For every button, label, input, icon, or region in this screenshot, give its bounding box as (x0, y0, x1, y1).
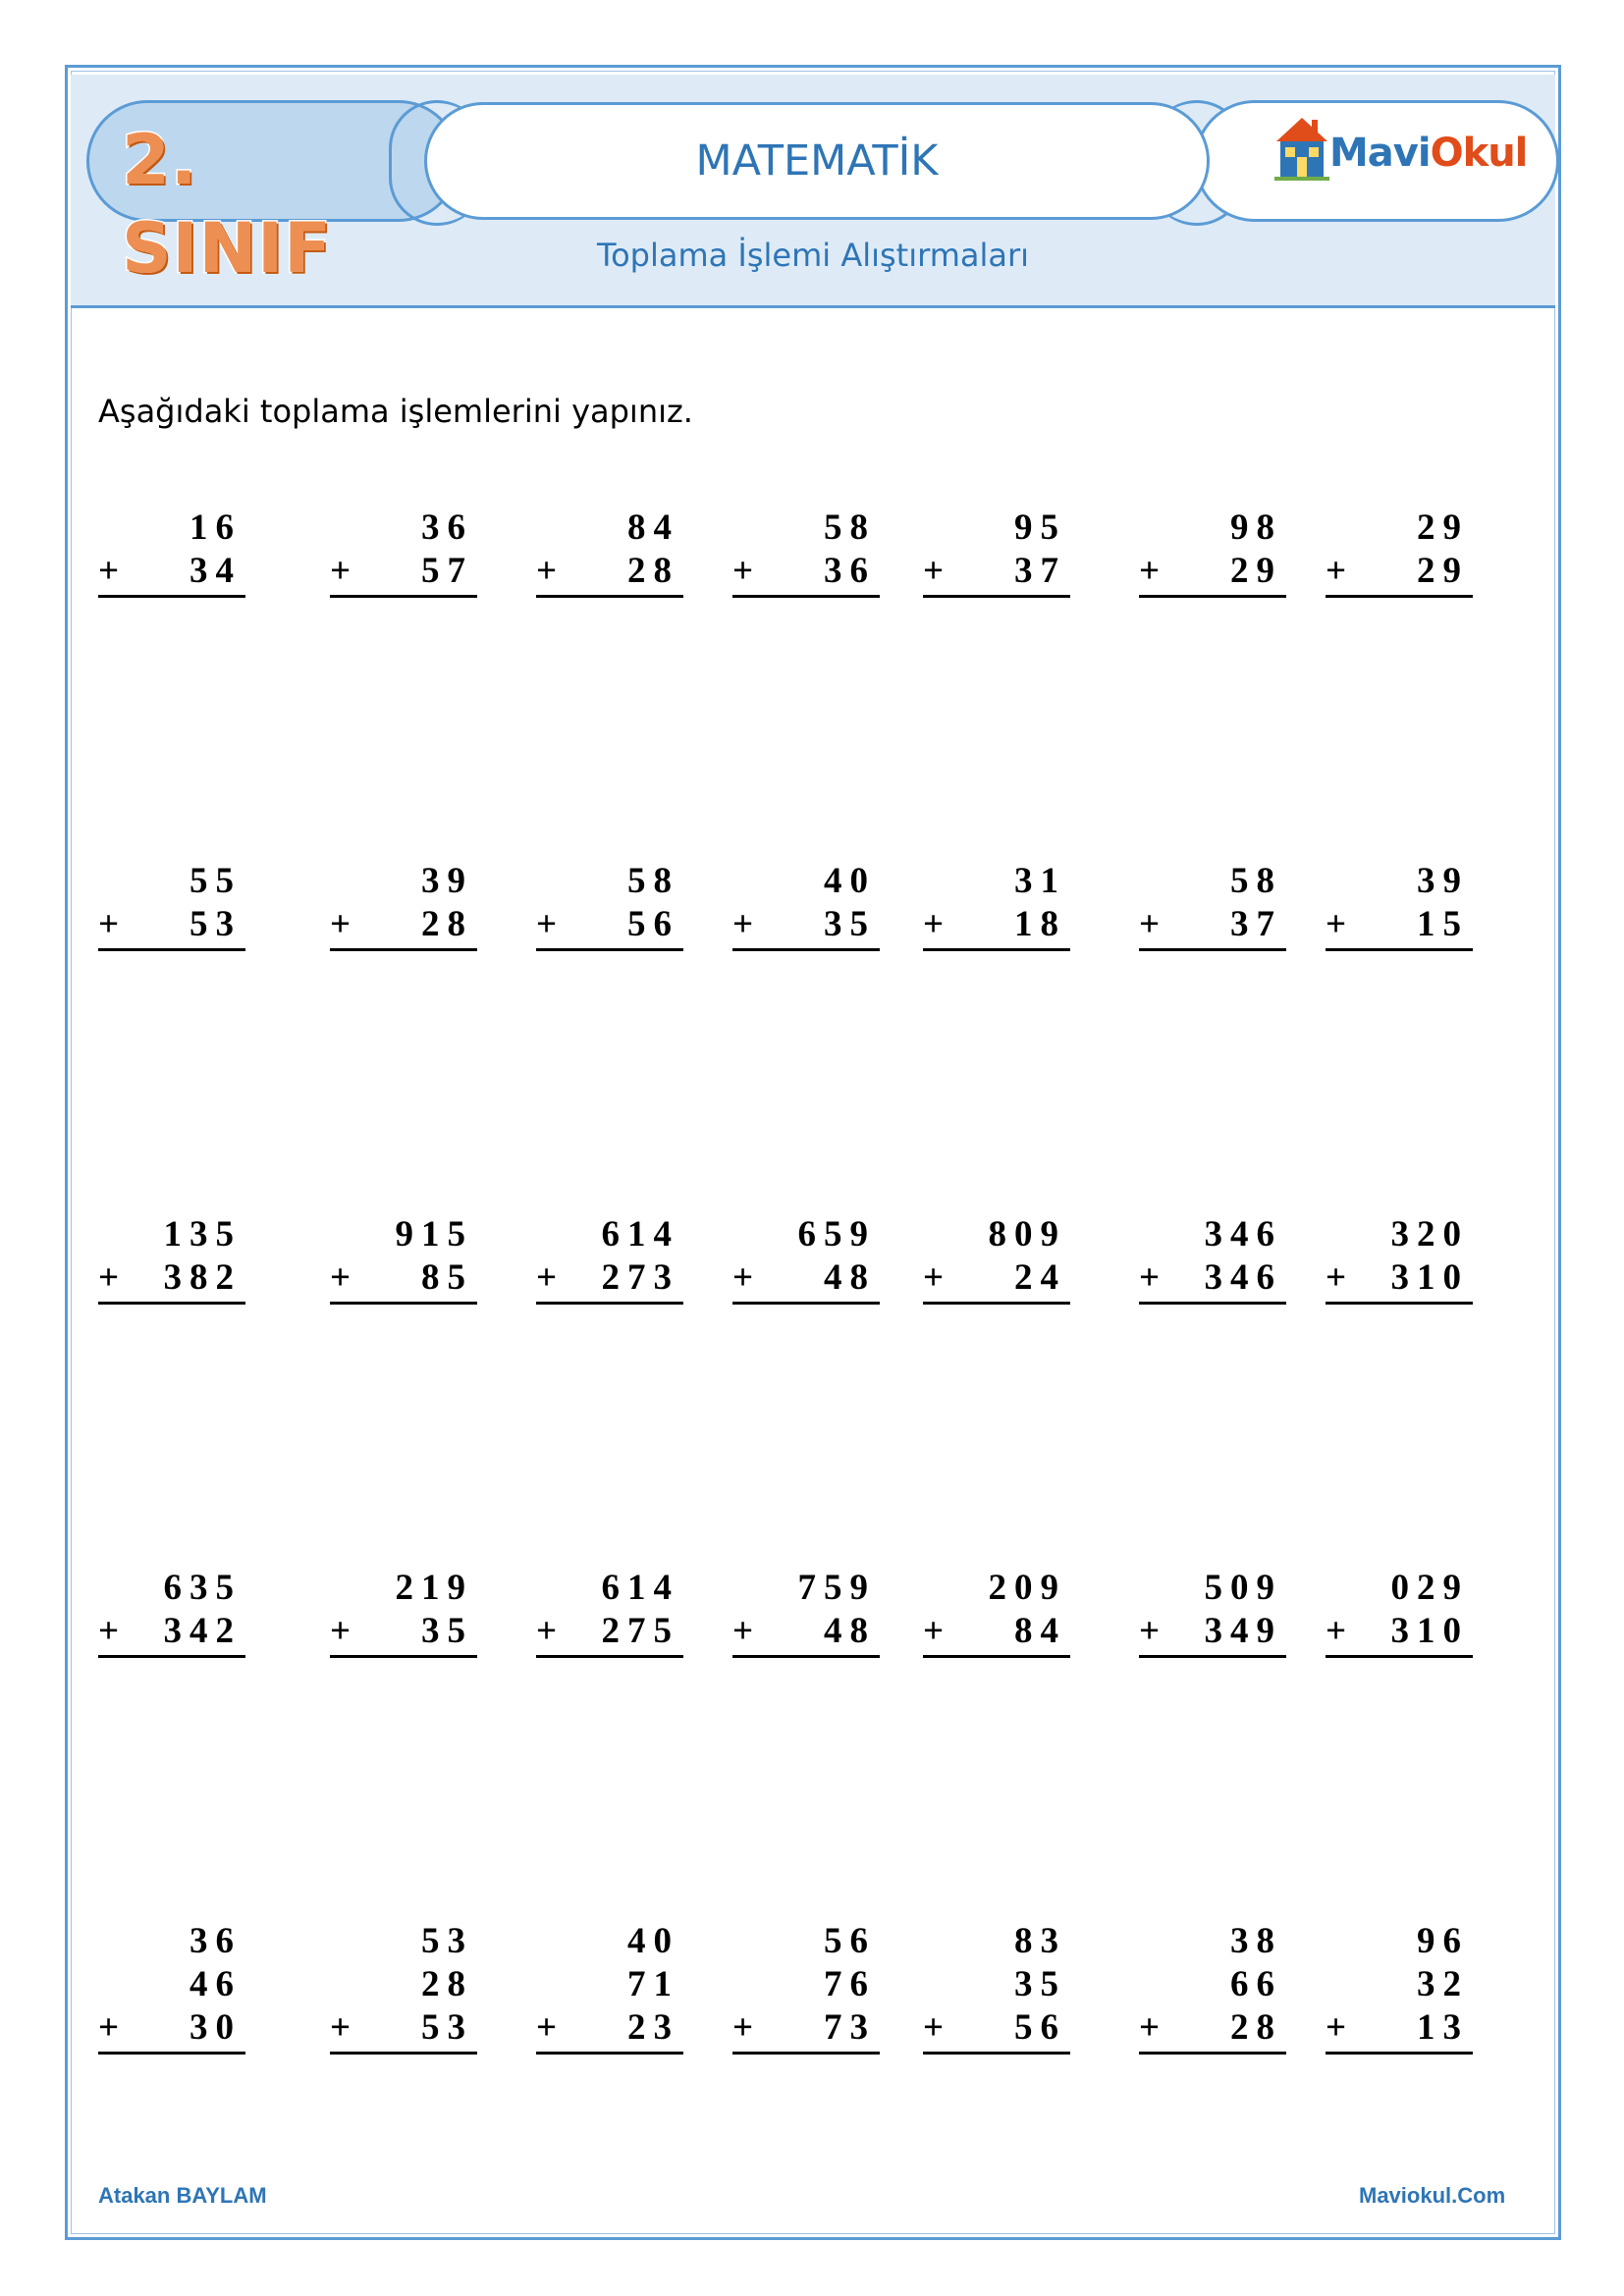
plus-sign: + (1326, 551, 1355, 591)
addend: 15 (1417, 904, 1469, 944)
addend: 38 (1230, 1921, 1282, 1961)
addend: 16 (189, 507, 242, 548)
plus-sign: + (1326, 2007, 1355, 2048)
addend: 53 (421, 1921, 473, 1961)
addition-problem (1326, 1920, 1492, 2057)
addend: 30 (189, 2007, 242, 2048)
addend: 36 (189, 1921, 242, 1961)
plus-sign: + (98, 1257, 128, 1298)
plus-sign: + (98, 904, 128, 944)
plus-sign: + (1139, 1611, 1168, 1651)
plus-sign: + (732, 551, 762, 591)
addition-problem (536, 860, 703, 954)
addend: 56 (1014, 2007, 1066, 2048)
sum-line (923, 2052, 1070, 2055)
addend: 83 (1014, 1921, 1066, 1961)
grade-label: 2. SINIF (122, 120, 332, 289)
addition-problem (732, 860, 899, 954)
plus-sign: + (1326, 1257, 1355, 1298)
plus-sign: + (330, 2007, 359, 2048)
plus-sign: + (923, 2007, 952, 2048)
addition-problem (536, 507, 703, 601)
author-name: Atakan BAYLAM (98, 2183, 267, 2208)
addition-problem (1326, 860, 1492, 954)
sum-line (1139, 595, 1286, 598)
sum-line (330, 1655, 477, 1658)
addend: 98 (1230, 507, 1282, 548)
addend: 135 (163, 1214, 242, 1255)
addend: 29 (1417, 551, 1469, 591)
plus-sign: + (1326, 1611, 1355, 1651)
addend: 55 (189, 861, 242, 901)
addend: 39 (1417, 861, 1469, 901)
addend: 71 (627, 1964, 679, 2004)
addend: 40 (627, 1921, 679, 1961)
plus-sign: + (1139, 1257, 1168, 1298)
sum-line (330, 595, 477, 598)
addend: 28 (627, 551, 679, 591)
addend: 76 (824, 1964, 876, 2004)
addend: 36 (421, 507, 473, 548)
addend: 310 (1390, 1611, 1469, 1651)
plus-sign: + (98, 2007, 128, 2048)
addition-problem (732, 1213, 899, 1308)
addend: 66 (1230, 1964, 1282, 2004)
addend: 275 (601, 1611, 679, 1651)
addend: 32 (1417, 1964, 1469, 2004)
addition-problem (98, 1213, 265, 1308)
sum-line (923, 1655, 1070, 1658)
sum-line (98, 595, 245, 598)
addend: 58 (627, 861, 679, 901)
sum-line (1139, 2052, 1286, 2055)
addition-problem (1139, 1920, 1306, 2057)
sum-line (98, 1302, 245, 1305)
sum-line (98, 948, 245, 951)
addition-problem (732, 1567, 899, 1661)
plus-sign: + (732, 1257, 762, 1298)
addend: 346 (1204, 1257, 1282, 1298)
plus-sign: + (98, 551, 128, 591)
logo-wordmark (1329, 126, 1527, 181)
addition-problem (1139, 1213, 1306, 1308)
addition-problem (1326, 1213, 1492, 1308)
addition-problem (732, 507, 899, 601)
addend: 28 (421, 1964, 473, 2004)
house-icon (1274, 116, 1329, 183)
addend: 39 (421, 861, 473, 901)
addend: 56 (627, 904, 679, 944)
addition-problem (923, 1567, 1090, 1661)
addend: 73 (824, 2007, 876, 2048)
addition-problem (1326, 507, 1492, 601)
sum-line (330, 2052, 477, 2055)
addend: 84 (1014, 1611, 1066, 1651)
plus-sign: + (330, 904, 359, 944)
logo-text-okul: Okul (1430, 131, 1528, 176)
addition-problem (330, 507, 497, 601)
addition-problem (536, 1567, 703, 1661)
addend: 36 (824, 551, 876, 591)
addition-problem (330, 1213, 497, 1308)
sum-line (1326, 1302, 1473, 1305)
addition-problem (98, 507, 265, 601)
sum-line (1326, 2052, 1473, 2055)
plus-sign: + (1139, 551, 1168, 591)
plus-sign: + (1326, 904, 1355, 944)
plus-sign: + (536, 2007, 566, 2048)
addend: 56 (824, 1921, 876, 1961)
sum-line (98, 1655, 245, 1658)
plus-sign: + (732, 2007, 762, 2048)
plus-sign: + (923, 1257, 952, 1298)
addend: 342 (163, 1611, 242, 1651)
addend: 34 (189, 551, 242, 591)
sum-line (330, 948, 477, 951)
plus-sign: + (1139, 2007, 1168, 2048)
site-name: Maviokul.Com (1359, 2183, 1506, 2208)
plus-sign: + (330, 1257, 359, 1298)
addend: 37 (1230, 904, 1282, 944)
addend: 635 (163, 1568, 242, 1608)
addend: 84 (627, 507, 679, 548)
plus-sign: + (536, 1257, 566, 1298)
plus-sign: + (923, 551, 952, 591)
plus-sign: + (923, 904, 952, 944)
addend: 53 (189, 904, 242, 944)
plus-sign: + (330, 1611, 359, 1651)
addend: 759 (797, 1568, 876, 1608)
addend: 85 (421, 1257, 473, 1298)
addend: 23 (627, 2007, 679, 2048)
addend: 58 (824, 507, 876, 548)
addend: 24 (1014, 1257, 1066, 1298)
addend: 614 (601, 1568, 679, 1608)
sum-line (1139, 948, 1286, 951)
plus-sign: + (536, 551, 566, 591)
sum-line (536, 1302, 683, 1305)
addend: 346 (1204, 1214, 1282, 1255)
addend: 18 (1014, 904, 1066, 944)
sum-line (923, 595, 1070, 598)
sum-line (536, 595, 683, 598)
sum-line (536, 2052, 683, 2055)
addend: 13 (1417, 2007, 1469, 2048)
sum-line (1139, 1302, 1286, 1305)
sum-line (1326, 1655, 1473, 1658)
addend: 349 (1204, 1611, 1282, 1651)
addend: 659 (797, 1214, 876, 1255)
sum-line (732, 595, 880, 598)
sum-line (1139, 1655, 1286, 1658)
addend: 382 (163, 1257, 242, 1298)
addition-problem (330, 860, 497, 954)
plus-sign: + (536, 1611, 566, 1651)
addend: 48 (824, 1257, 876, 1298)
plus-sign: + (1139, 904, 1168, 944)
addition-problem (98, 1920, 265, 2057)
addend: 28 (1230, 2007, 1282, 2048)
addend: 40 (824, 861, 876, 901)
addend: 28 (421, 904, 473, 944)
addition-problem (923, 1213, 1090, 1308)
addend: 809 (988, 1214, 1066, 1255)
addend: 53 (421, 2007, 473, 2048)
addition-problem (536, 1213, 703, 1308)
addend: 209 (988, 1568, 1066, 1608)
sum-line (1326, 948, 1473, 951)
addition-problem (923, 1920, 1090, 2057)
subject-title: MATEMATİK (695, 136, 939, 186)
sum-line (536, 948, 683, 951)
addend: 509 (1204, 1568, 1282, 1608)
sum-line (732, 948, 880, 951)
addition-problem (1326, 1567, 1492, 1661)
addend: 614 (601, 1214, 679, 1255)
addition-problem (98, 1567, 265, 1661)
instruction-text: Aşağıdaki toplama işlemlerini yapınız. (98, 393, 693, 430)
addend: 29 (1230, 551, 1282, 591)
addend: 48 (824, 1611, 876, 1651)
addend: 320 (1390, 1214, 1469, 1255)
sum-line (732, 2052, 880, 2055)
addition-problem (1139, 507, 1306, 601)
addend: 219 (395, 1568, 473, 1608)
addend: 57 (421, 551, 473, 591)
plus-sign: + (732, 904, 762, 944)
addend: 46 (189, 1964, 242, 2004)
addition-problem (536, 1920, 703, 2057)
addend: 35 (1014, 1964, 1066, 2004)
addend: 35 (421, 1611, 473, 1651)
sum-line (923, 1302, 1070, 1305)
addition-problem (923, 507, 1090, 601)
addend: 37 (1014, 551, 1066, 591)
sum-line (98, 2052, 245, 2055)
addend: 58 (1230, 861, 1282, 901)
sum-line (1326, 595, 1473, 598)
logo-text-mavi: Mavi (1329, 131, 1431, 176)
sum-line (732, 1302, 880, 1305)
plus-sign: + (536, 904, 566, 944)
addend: 273 (601, 1257, 679, 1298)
plus-sign: + (732, 1611, 762, 1651)
plus-sign: + (98, 1611, 128, 1651)
plus-sign: + (923, 1611, 952, 1651)
worksheet-subtitle: Toplama İşlemi Alıştırmaları (596, 237, 1030, 274)
sum-line (732, 1655, 880, 1658)
addition-problem (330, 1920, 497, 2057)
addend: 96 (1417, 1921, 1469, 1961)
addend: 29 (1417, 507, 1469, 548)
addition-problem (732, 1920, 899, 2057)
addend: 915 (395, 1214, 473, 1255)
addition-problem (98, 860, 265, 954)
addend: 31 (1014, 861, 1066, 901)
sum-line (330, 1302, 477, 1305)
addend: 95 (1014, 507, 1066, 548)
addition-problem (923, 860, 1090, 954)
addend: 029 (1390, 1568, 1469, 1608)
sum-line (923, 948, 1070, 951)
addend: 310 (1390, 1257, 1469, 1298)
addend: 35 (824, 904, 876, 944)
sum-line (536, 1655, 683, 1658)
plus-sign: + (330, 551, 359, 591)
addition-problem (1139, 860, 1306, 954)
addition-problem (330, 1567, 497, 1661)
addition-problem (1139, 1567, 1306, 1661)
